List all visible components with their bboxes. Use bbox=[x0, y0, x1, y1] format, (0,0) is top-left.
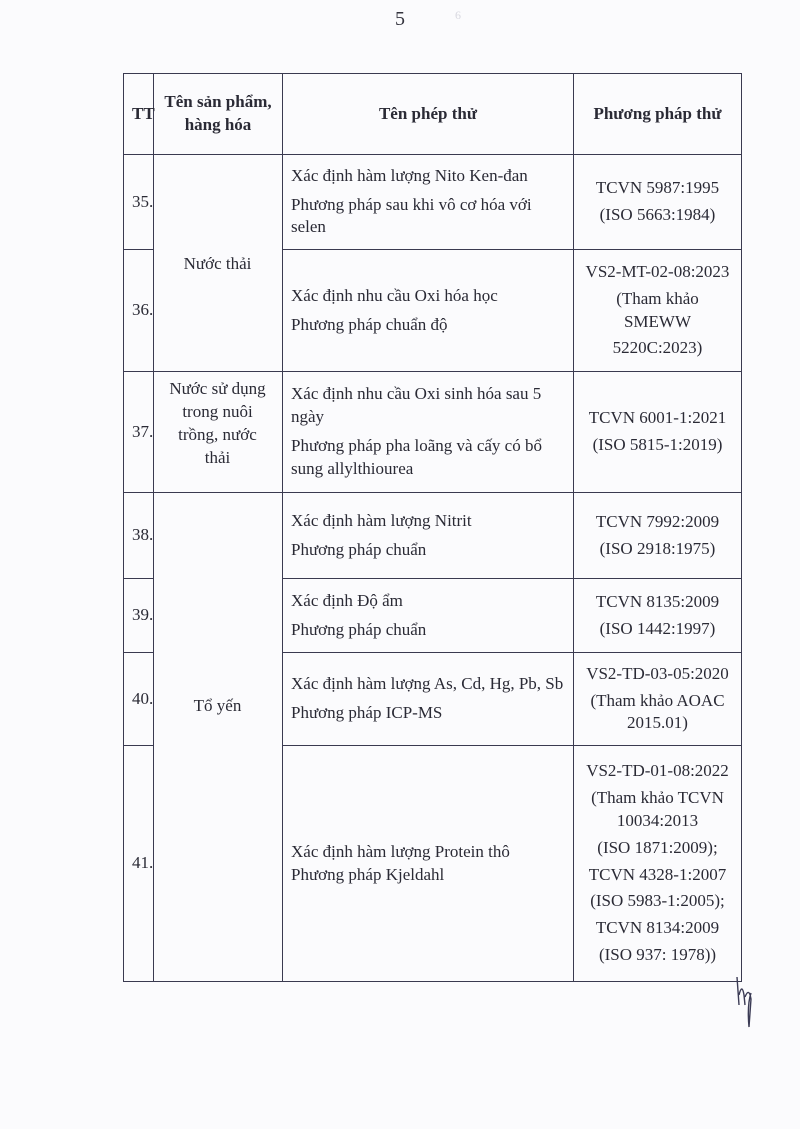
test-procedure: Phương pháp chuẩn độ bbox=[291, 314, 448, 334]
table-row bbox=[124, 493, 742, 579]
method-cell bbox=[574, 493, 742, 579]
method-line: (Tham khảo AOAC 2015.01) bbox=[590, 690, 725, 733]
test-procedure: Phương pháp pha loãng và cấy có bổ sung allylthiourea bbox=[291, 436, 542, 478]
product-group-label: Tổ yến bbox=[193, 696, 242, 715]
test-methods-table bbox=[123, 73, 742, 982]
test-procedure: Phương pháp chuẩn bbox=[291, 619, 427, 639]
method-cell bbox=[574, 155, 742, 250]
test-name-cell bbox=[283, 155, 574, 250]
test-name-cell bbox=[283, 372, 574, 493]
header-product: Tên sản phẩm, hàng hóa bbox=[154, 74, 283, 155]
method-cell bbox=[574, 653, 742, 746]
method-line: (ISO 1871:2009); bbox=[597, 837, 718, 857]
method-line: (ISO 5815-1:2019) bbox=[592, 435, 723, 454]
test-procedure: Phương pháp Kjeldahl bbox=[291, 864, 445, 884]
method-cell bbox=[574, 579, 742, 653]
method-line: 5220C:2023) bbox=[612, 338, 703, 358]
test-name: Xác định hàm lượng As, Cd, Hg, Pb, Sb bbox=[291, 674, 564, 694]
row-number: 38. bbox=[124, 493, 154, 579]
test-name-cell bbox=[283, 493, 574, 579]
method-line: (ISO 2918:1975) bbox=[599, 538, 716, 558]
method-line: (ISO 5983-1:2005); bbox=[590, 891, 725, 911]
test-name-cell bbox=[283, 579, 574, 653]
row-number: 35. bbox=[124, 155, 154, 250]
test-name-cell bbox=[283, 746, 574, 982]
test-name: Xác định nhu cầu Oxi sinh hóa sau 5 ngày bbox=[291, 384, 542, 427]
method-line: VS2-TD-01-08:2022 bbox=[586, 760, 729, 780]
header-test: Tên phép thử bbox=[283, 74, 574, 155]
test-name: Xác định hàm lượng Nitrit bbox=[291, 510, 472, 530]
table-row bbox=[124, 155, 742, 250]
test-name: Xác định hàm lượng Protein thô bbox=[291, 841, 510, 861]
row-number: 41. bbox=[124, 746, 154, 982]
method-line: VS2-TD-03-05:2020 bbox=[586, 663, 729, 683]
product-cell bbox=[154, 493, 283, 982]
method-cell bbox=[574, 372, 742, 493]
row-number: 37. bbox=[124, 372, 154, 493]
test-procedure: Phương pháp sau khi vô cơ hóa với selen bbox=[291, 194, 532, 237]
header-tt: TT bbox=[124, 74, 154, 155]
method-line: TCVN 8135:2009 bbox=[595, 591, 720, 611]
signature-mark bbox=[733, 975, 757, 1030]
test-name-cell bbox=[283, 250, 574, 372]
test-procedure: Phương pháp chuẩn bbox=[291, 539, 427, 559]
product-group-label: Nước thải bbox=[183, 254, 252, 273]
test-name: Xác định nhu cầu Oxi hóa học bbox=[291, 285, 498, 305]
test-procedure: Phương pháp ICP-MS bbox=[291, 703, 443, 722]
method-line: (Tham khảo SMEWW bbox=[616, 288, 699, 331]
row-number: 39. bbox=[124, 579, 154, 653]
method-line: VS2-MT-02-08:2023 bbox=[585, 261, 730, 281]
method-line: TCVN 5987:1995 bbox=[595, 178, 720, 198]
header-method: Phương pháp thử bbox=[574, 74, 742, 155]
row-number: 40. bbox=[124, 653, 154, 746]
test-name: Xác định Độ ẩm bbox=[291, 590, 403, 610]
method-line: (ISO 5663:1984) bbox=[599, 205, 716, 224]
method-line: (ISO 1442:1997) bbox=[599, 618, 716, 638]
method-line: TCVN 6001-1:2021 bbox=[588, 408, 727, 428]
row-number: 36. bbox=[124, 250, 154, 372]
method-cell bbox=[574, 746, 742, 982]
method-line: TCVN 7992:2009 bbox=[595, 511, 720, 531]
method-line: TCVN 8134:2009 bbox=[595, 918, 720, 938]
test-name: Xác định hàm lượng Nito Ken-đan bbox=[291, 165, 528, 185]
product-group-label: Nước sử dụng trong nuôi trồng, nước thải bbox=[169, 379, 266, 467]
method-cell bbox=[574, 250, 742, 372]
method-line: (Tham khảo TCVN 10034:2013 bbox=[591, 787, 724, 830]
test-name-cell bbox=[283, 653, 574, 746]
page-number: 5 bbox=[395, 8, 405, 30]
bleed-through-mark: 6 bbox=[455, 8, 461, 22]
method-line: TCVN 4328-1:2007 bbox=[588, 864, 727, 884]
table-header-row bbox=[124, 74, 742, 155]
method-line: (ISO 937: 1978)) bbox=[598, 945, 717, 965]
